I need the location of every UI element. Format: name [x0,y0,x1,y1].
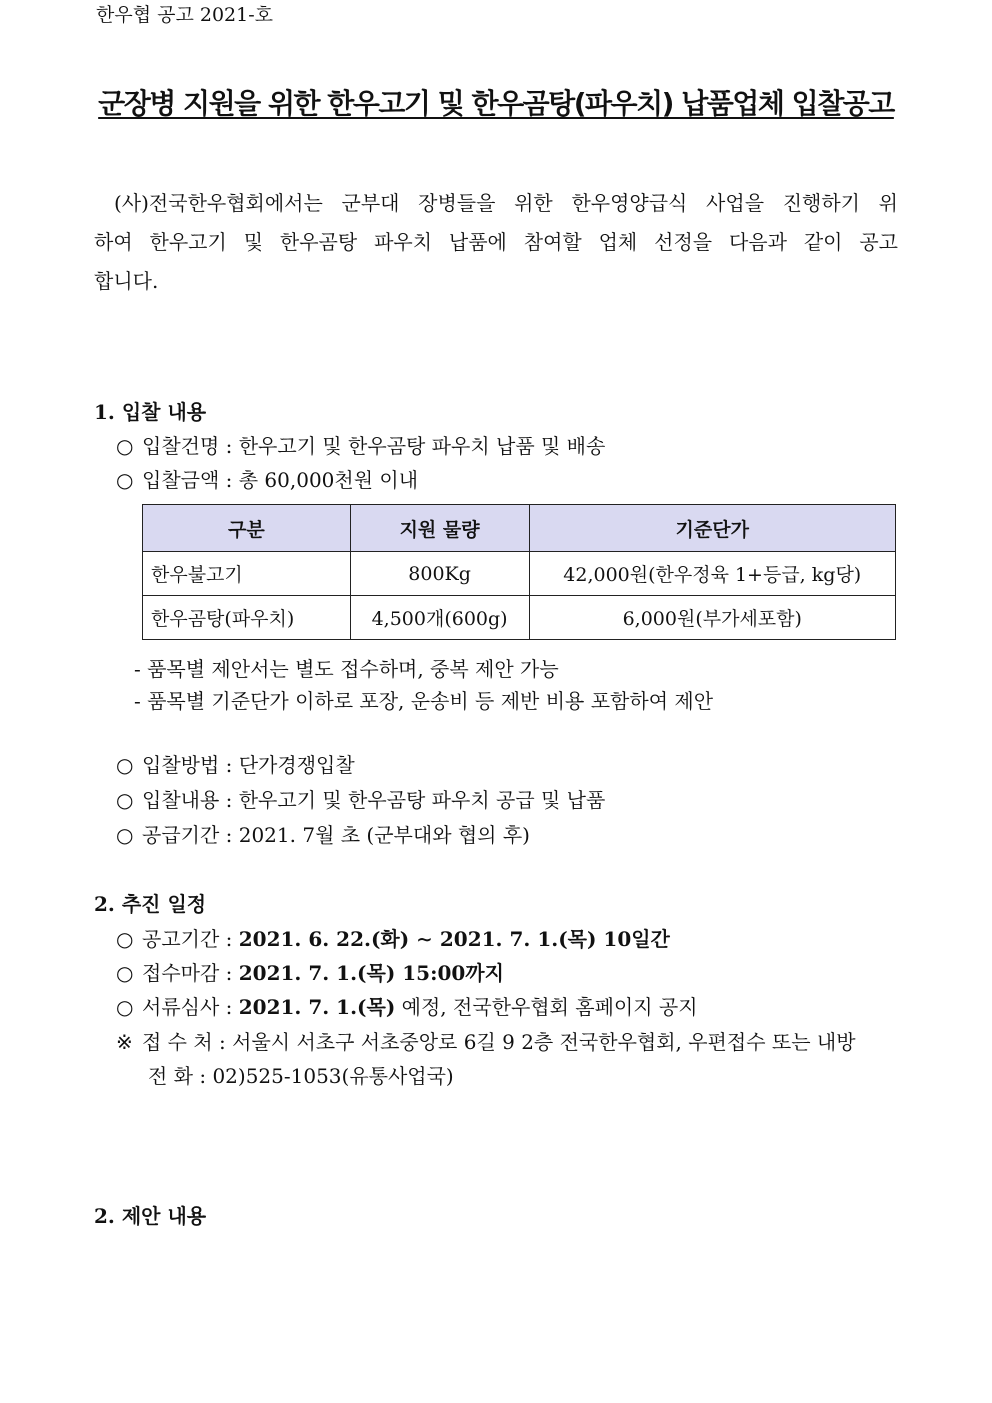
submission-deadline-value: 2021. 7. 1.(목) 15:00까지 [238,961,504,985]
submission-deadline-label: 접수마감 : [142,961,239,985]
bullet-circle: ○ [116,927,134,951]
notice-period-label: 공고기간 : [142,927,239,951]
bullet-circle: ○ [116,434,134,458]
table-row [143,596,896,640]
table-cell: 한우곰탕(파우치) [143,596,351,640]
intro-line-3: 합니다. [94,269,159,293]
contact-phone: 전 화 : 02)525-1053(유통사업국) [148,1064,454,1088]
bid-amount-text: 입찰금액 : 총 60,000천원 이내 [142,468,419,492]
notice-period [116,923,670,952]
bullet-circle: ○ [116,468,134,492]
document-title-text: 군장병 지원을 위한 한우고기 및 한우곰탕(파우치) 납품업체 입찰공고 [98,87,894,120]
table-cell: 4,500개(600g) [350,596,529,640]
section-2-heading: 2. 추진 일정 [94,892,207,916]
bullet-circle: ○ [116,961,134,985]
bullet-circle: ○ [116,995,134,1019]
document-review [116,991,698,1020]
reception-info [116,1026,856,1055]
document-title [0,82,992,122]
table-header-category: 구분 [143,505,351,552]
intro-line-1: (사)전국한우협회에서는 군부대 장병들을 위한 한우영양급식 사업을 진행하기 위 [114,191,898,215]
reference-mark-icon: ※ [116,1030,133,1054]
table-cell: 6,000원(부가세포함) [529,596,896,640]
section-1-heading: 1. 입찰 내용 [94,400,207,424]
supply-period [116,819,530,848]
table-header-unit-price: 기준단가 [529,505,896,552]
document-review-rest: 예정, 전국한우협회 홈페이지 공지 [395,995,698,1019]
table-row [143,552,896,596]
bid-table [142,504,896,640]
intro-line-2: 하여 한우고기 및 한우곰탕 파우치 납품에 참여할 업체 선정을 다음과 같이 공고 [94,230,898,254]
bid-item-name-text: 입찰건명 : 한우고기 및 한우곰탕 파우치 납품 및 배송 [142,434,606,458]
supply-period-text: 공급기간 : 2021. 7월 초 (군부대와 협의 후) [142,823,530,847]
note-line-1: - 품목별 제안서는 별도 접수하며, 중복 제안 가능 [134,657,559,681]
table-header-quantity: 지원 물량 [350,505,529,552]
bid-amount [116,464,418,493]
bid-item-name [116,430,605,459]
reception-address: 접 수 처 : 서울시 서초구 서초중앙로 6길 9 2층 전국한우협회, 우편접수 또는 내방 [142,1030,856,1054]
notice-number: 한우협 공고 2021-호 [96,4,273,26]
table-cell: 한우불고기 [143,552,351,596]
bullet-circle: ○ [116,753,134,777]
submission-deadline [116,957,504,986]
bullet-circle: ○ [116,823,134,847]
table-cell: 42,000원(한우정육 1+등급, kg당) [529,552,896,596]
intro-paragraph [94,184,898,301]
note-line-2: - 품목별 기준단가 이하로 포장, 운송비 등 제반 비용 포함하여 제안 [134,689,714,713]
bid-method-text: 입찰방법 : 단가경쟁입찰 [142,753,355,777]
notice-period-value: 2021. 6. 22.(화) ∼ 2021. 7. 1.(목) 10일간 [238,927,670,951]
bid-method [116,749,355,778]
bid-content-text: 입찰내용 : 한우고기 및 한우곰탕 파우치 공급 및 납품 [142,788,606,812]
document-review-value: 2021. 7. 1.(목) [238,995,396,1019]
table-cell: 800Kg [350,552,529,596]
document-review-label: 서류심사 : [142,995,239,1019]
section-3-heading: 2. 제안 내용 [94,1204,207,1228]
bullet-circle: ○ [116,788,134,812]
bid-content [116,784,605,813]
table-header-row [143,505,896,552]
